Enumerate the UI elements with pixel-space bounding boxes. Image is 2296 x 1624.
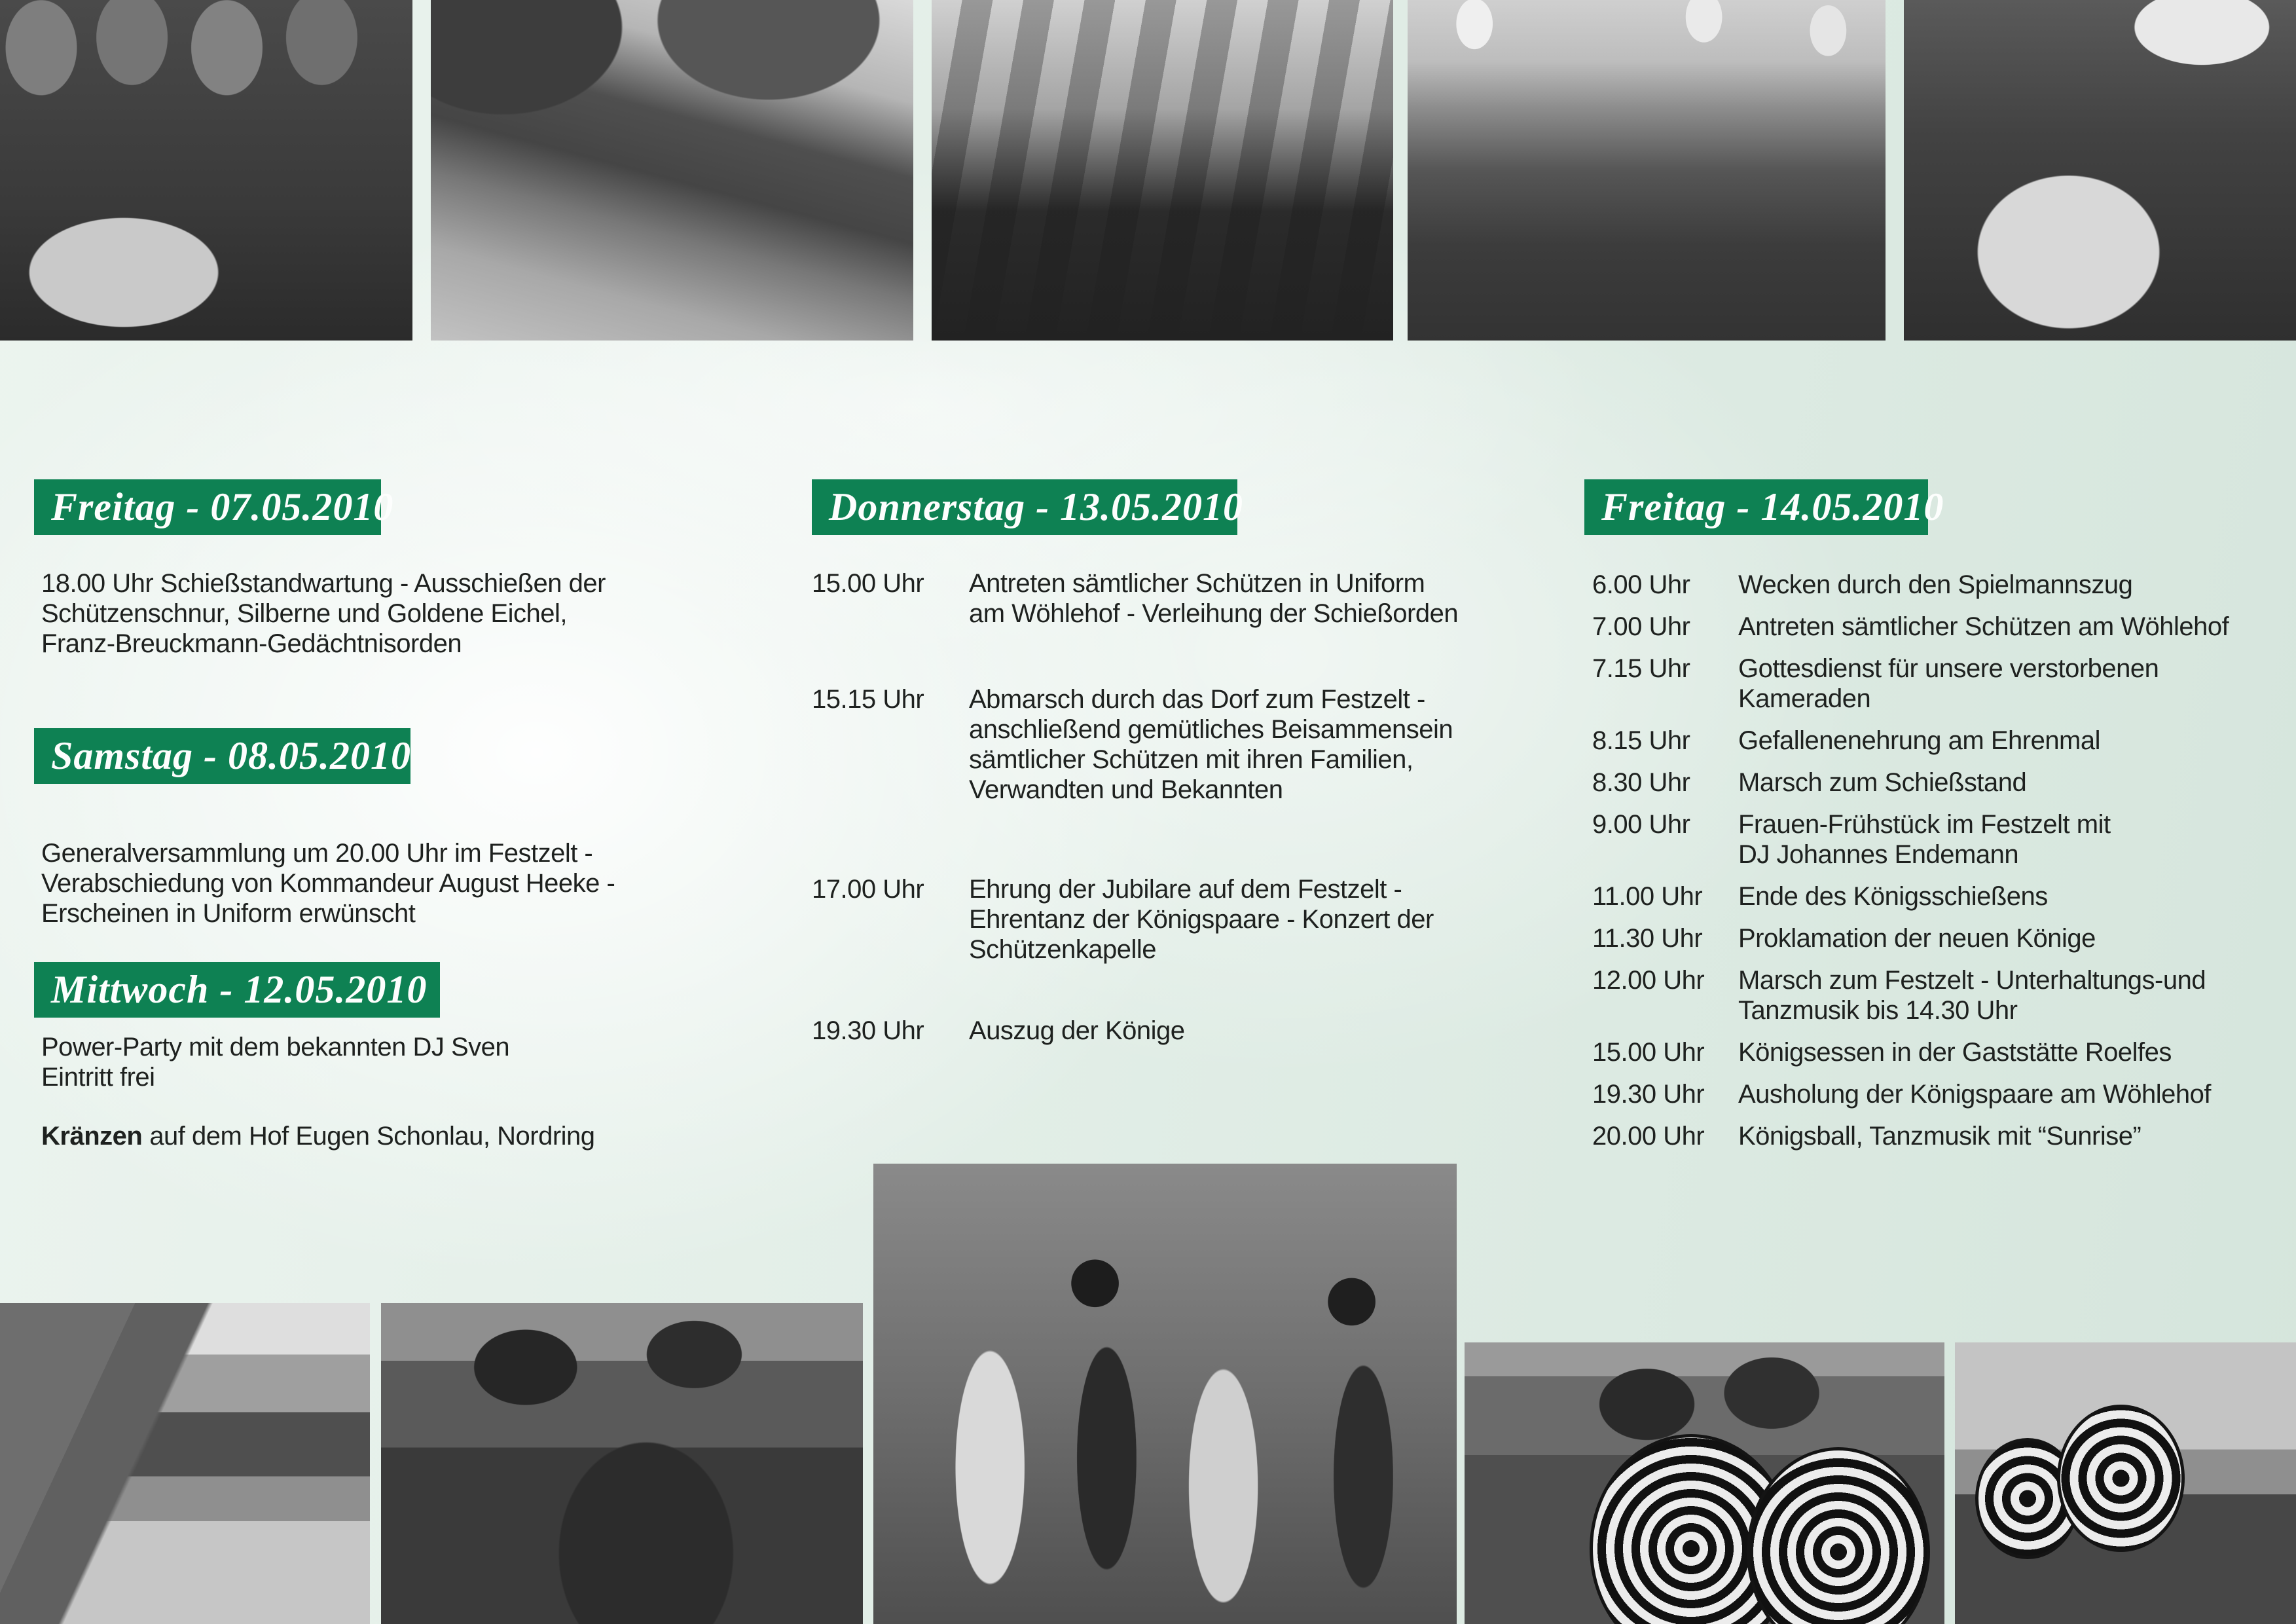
text-line: Power-Party mit dem bekannten DJ Sven (41, 1033, 510, 1061)
schedule-description (1738, 570, 2132, 600)
schedule-description (1738, 881, 2048, 912)
schedule-description (1738, 1121, 2141, 1151)
photo-bottom-royal-couples (873, 1164, 1457, 1624)
photo-bottom-street-parade (0, 1303, 370, 1624)
text-line: Königsball, Tanzmusik mit “Sunrise” (1738, 1122, 2141, 1151)
schedule-time: 12.00 Uhr (1592, 966, 1705, 995)
paragraph-wednesday-12 (41, 1032, 509, 1092)
text-line: Ausholung der Königspaare am Wöhlehof (1738, 1080, 2211, 1109)
schedule-time: 11.00 Uhr (1592, 882, 1703, 911)
text-line: Tanzmusik bis 14.30 Uhr (1738, 996, 2018, 1025)
schedule-time: 17.00 Uhr (812, 875, 924, 904)
schedule-description (1738, 965, 2206, 1025)
text-line: Schützenkapelle (969, 935, 1157, 964)
schedule-time: 15.00 Uhr (1592, 1038, 1705, 1067)
text-line: Ende des Königsschießens (1738, 882, 2048, 911)
day-header-freitag-07-05: Freitag - 07.05.2010 (34, 479, 381, 535)
schedule-time: 15.00 Uhr (812, 569, 924, 598)
paragraph-friday-07 (41, 568, 606, 659)
text-line: Wecken durch den Spielmannszug (1738, 570, 2133, 599)
text-line: Abmarsch durch das Dorf zum Festzelt - (969, 685, 1425, 714)
schedule-time: 9.00 Uhr (1592, 810, 1690, 839)
text-line (41, 1121, 595, 1151)
schedule-description (1738, 654, 2159, 714)
schedule-description (1738, 809, 2111, 870)
text-line: anschließend gemütliches Beisammensein (969, 715, 1453, 744)
text-line: Gefallenenehrung am Ehrenmal (1738, 726, 2101, 755)
schedule-time: 20.00 Uhr (1592, 1122, 1705, 1151)
text-line: Auszug der Könige (969, 1016, 1185, 1045)
text-line: Proklamation der neuen Könige (1738, 924, 2096, 953)
schedule-time: 6.00 Uhr (1592, 570, 1690, 599)
schedule-time: 7.00 Uhr (1592, 612, 1690, 641)
schedule-description (1738, 1079, 2211, 1109)
shooting-target-icon (2057, 1405, 2185, 1552)
text-line: sämtlicher Schützen mit ihren Familien, (969, 745, 1413, 774)
schedule-description (969, 874, 1434, 965)
schedule-time: 19.30 Uhr (1592, 1080, 1705, 1109)
schedule-time: 11.30 Uhr (1592, 924, 1703, 953)
text-line: Marsch zum Schießstand (1738, 768, 2027, 797)
text-line: DJ Johannes Endemann (1738, 840, 2019, 869)
text-line: Eintritt frei (41, 1063, 155, 1092)
text-line: Erscheinen in Uniform erwünscht (41, 899, 416, 928)
schedule-description (969, 684, 1453, 805)
text-line: 18.00 Uhr Schießstandwartung - Ausschießen der (41, 569, 606, 598)
schedule-description (1738, 1037, 2172, 1067)
photo-top-parade-path (431, 0, 913, 341)
paragraph-saturday-08 (41, 838, 615, 929)
text-line: Antreten sämtlicher Schützen am Wöhlehof (1738, 612, 2229, 641)
day-header-mittwoch-12-05: Mittwoch - 12.05.2010 (34, 962, 440, 1018)
photo-top-marksmen-group (1408, 0, 1886, 341)
photo-top-lace-table-group (1904, 0, 2296, 341)
photo-top-tent-dancing (932, 0, 1393, 341)
schedule-description (969, 568, 1458, 629)
schedule-description (1738, 767, 2026, 798)
text-line: Franz-Breuckmann-Gedächtnisorden (41, 629, 462, 658)
schedule-description (969, 1016, 1185, 1046)
kraenzen-bold-word: Kränzen (41, 1122, 143, 1151)
text-line: Ehrung der Jubilare auf dem Festzelt - (969, 875, 1402, 904)
paragraph-kraenzen (41, 1121, 595, 1151)
text-line: Königsessen in der Gaststätte Roelfes (1738, 1038, 2172, 1067)
text-line: Antreten sämtlicher Schützen in Uniform (969, 569, 1425, 598)
photo-bottom-group-with-targets (1955, 1342, 2296, 1624)
text-line: Verabschiedung von Kommandeur August Heeke - (41, 869, 615, 898)
schedule-time: 8.15 Uhr (1592, 726, 1690, 755)
schedule-description (1738, 726, 2100, 756)
schedule-description (1738, 923, 2096, 953)
schedule-description (1738, 612, 2229, 642)
text-line: Frauen-Frühstück im Festzelt mit (1738, 810, 2111, 839)
text-line: Gottesdienst für unsere verstorbenen (1738, 654, 2159, 683)
schedule-time: 8.30 Uhr (1592, 768, 1690, 797)
photo-top-festhall-tables (0, 0, 412, 341)
schedule-time: 7.15 Uhr (1592, 654, 1690, 683)
kraenzen-rest-text: auf dem Hof Eugen Schonlau, Nordring (149, 1122, 595, 1151)
shooting-target-icon (1747, 1447, 1930, 1624)
schedule-time: 19.30 Uhr (812, 1016, 924, 1045)
schedule-time: 15.15 Uhr (812, 685, 924, 714)
photo-bottom-target-presentation (1465, 1342, 1944, 1624)
text-line: Generalversammlung um 20.00 Uhr im Festzelt - (41, 839, 593, 868)
day-header-donnerstag-13-05: Donnerstag - 13.05.2010 (812, 479, 1237, 535)
photo-bottom-men-with-hats (381, 1303, 863, 1624)
text-line: Ehrentanz der Königspaare - Konzert der (969, 905, 1434, 934)
text-line: am Wöhlehof - Verleihung der Schießorden (969, 599, 1459, 628)
text-line: Kameraden (1738, 684, 1871, 713)
text-line: Schützenschnur, Silberne und Goldene Eichel, (41, 599, 567, 628)
day-header-freitag-14-05: Freitag - 14.05.2010 (1584, 479, 1928, 535)
text-line: Verwandten und Bekannten (969, 775, 1283, 804)
text-line: Marsch zum Festzelt - Unterhaltungs-und (1738, 966, 2206, 995)
day-header-samstag-08-05: Samstag - 08.05.2010 (34, 728, 410, 784)
